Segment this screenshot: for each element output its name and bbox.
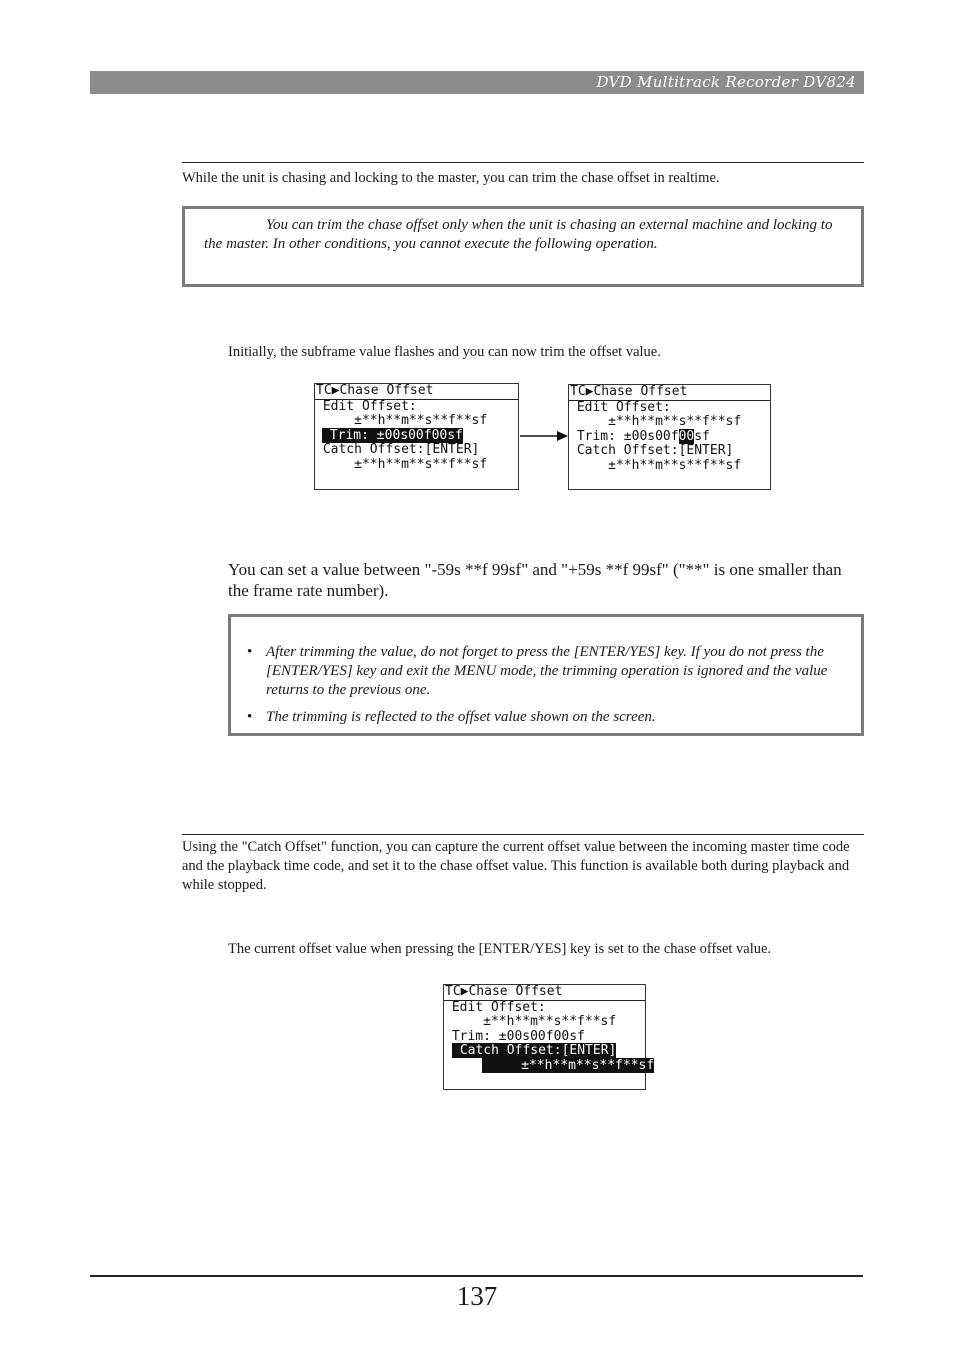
running-header: [90, 71, 864, 94]
footer-rule: [90, 1275, 863, 1277]
section1-intro: While the unit is chasing and locking to the master, you can trim the chase offset in realtime.: [182, 170, 720, 186]
lcd-catch-offset-selected: Catch Offset:[ENTER]: [452, 1043, 617, 1058]
lcd-trim-line: [569, 430, 770, 445]
lcd-catch-offset-value: ±**h**m**s**f**sf: [315, 456, 488, 472]
header-title: DVD Multitrack Recorder DV824: [596, 73, 856, 91]
lcd-edit-offset-label: Edit Offset:: [569, 399, 671, 415]
lcd-trim-line: Trim: ±00s00f00sf: [444, 1028, 585, 1044]
memo-item-text: After trimming the value, do not forget to press the [ENTER/YES] key. If you do not press the [ENTER/YES] key and exit the MENU mode, the trimming operation is ignored and the value returns to the previous one.: [266, 644, 828, 698]
section-rule: [182, 162, 864, 163]
catch-step-description: The current offset value when pressing the [ENTER/YES] key is set to the chase offset value.: [228, 941, 772, 957]
lcd-trim-line-selected: Trim: ±00s00f00sf: [322, 427, 463, 443]
lcd-trim-prefix: Trim: ±00s00f: [569, 428, 679, 444]
lcd-title: TC▶Chase Offset: [315, 384, 518, 400]
memo-list: [244, 643, 856, 735]
lcd-title: TC▶Chase Offset: [444, 985, 645, 1001]
lcd-edit-offset-label: Edit Offset:: [444, 999, 546, 1015]
memo-item-text: The trimming is reflected to the offset value shown on the screen.: [266, 709, 656, 725]
memo-box: [228, 614, 864, 736]
lcd-catch-offset-value: ±**h**m**s**f**sf: [569, 457, 742, 473]
arrow-right-icon: [519, 428, 569, 444]
lcd-edit-offset-value: ±**h**m**s**f**sf: [569, 414, 742, 429]
lcd-trim-suffix: sf: [694, 428, 710, 444]
lcd-edit-offset-label: Edit Offset:: [315, 398, 417, 414]
lcd-title: TC▶Chase Offset: [569, 385, 770, 401]
lcd-edit-offset-value: ±**h**m**s**f**sf: [444, 1014, 617, 1029]
lcd-screen-after: [568, 384, 771, 490]
lcd-subframe-cursor: 00: [678, 428, 695, 444]
lcd-edit-offset-value: ±**h**m**s**f**sf: [315, 413, 488, 428]
section-rule: [182, 834, 864, 835]
memo-item: • After trimming the value, do not forget to press the [ENTER/YES] key. If you do not press the [ENTER/YES] key and exit the MENU mode, the trimming operation is ignored and the value returns to the previous one.: [247, 644, 828, 698]
note-box: [182, 206, 864, 287]
section2-intro: Using the "Catch Offset" function, you can capture the current offset value between the incoming master time code and the playback time code, and set it to the chase offset value. This function is available both during playback and while stopped.: [182, 839, 850, 893]
page-number: 137: [456, 1281, 498, 1311]
note-text: You can trim the chase offset only when the unit is chasing an external machine and locking to the master. In other conditions, you cannot execute the following operation.: [204, 217, 833, 252]
lcd-screen-catch: [443, 984, 655, 1090]
step-description: Initially, the subframe value flashes and you can now trim the offset value.: [228, 344, 661, 360]
lcd-screen-before: [314, 383, 519, 490]
lcd-catch-offset-label: Catch Offset:[ENTER]: [569, 443, 734, 458]
memo-item: • The trimming is reflected to the offset value shown on the screen.: [247, 709, 656, 725]
range-description: You can set a value between "-59s **f 99sf" and "+59s **f 99sf" ("**" is one smaller than the frame rate number).: [228, 560, 842, 600]
lcd-catch-offset-label: Catch Offset:[ENTER]: [315, 442, 480, 457]
lcd-catch-offset-value-selected: ±**h**m**s**f**sf: [482, 1057, 655, 1073]
